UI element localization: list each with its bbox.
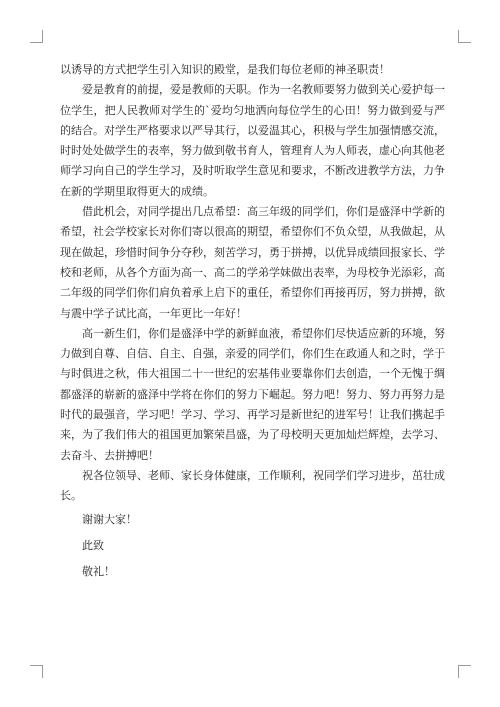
corner-mark-bottom-right: [458, 665, 471, 678]
closing-ci-zhi: 此致: [82, 538, 104, 552]
paragraph-hopes-freshmen: 高一新生们，你们是盛泽中学的新鲜血液，希望你们尽快适应新的环境，努力做到自尊、自信、自主、自强，亲爱的同学们，你们生在政通人和之时，学于与时俱进之秋，伟大祖国二十一世纪的宏基伟业要靠你们去创造，一个无愧于绸都盛泽的崭新的盛泽中学将在你们的努力下崛起。努力吧！努力、努力再努力是时代的最强音，学习吧！学习、学习、再学习是新世纪的进军号！让我们携起手来，为了我们伟大的祖国更加繁荣昌盛，为了母校明天更加灿烂辉煌，去学习、去奋斗、去拼搏吧！: [60, 326, 445, 462]
paragraph-hopes-senior: 借此机会，对同学提出几点希望：高三年级的同学们，你们是盛泽中学新的希望，社会学校家长对你们寄以很高的期望，希望你们不负众望，从我做起，从现在做起，珍惜时间争分夺秒，刻苦学习，勇于拼搏，以优异成绩回报家长、学校和老师，从各个方面为高一、高二的学弟学妹做出表率，为母校争光添彩，高二年级的同学们你们肩负着承上启下的重任，希望你们再接再厉，努力拼搏，欲与震中学子试比高，一年更比一年好！: [60, 205, 445, 320]
document-body: [60, 60, 445, 585]
paragraph-wishes: 祝各位领导、老师、家长身体健康，工作顺利，祝同学们学习进步，茁壮成长。: [60, 468, 445, 503]
corner-mark-bottom-left: [30, 665, 43, 678]
closing-thanks: 谢谢大家！: [82, 512, 137, 526]
corner-mark-top-left: [30, 30, 43, 43]
corner-mark-top-right: [458, 30, 471, 43]
closing-jing-li: 敬礼！: [82, 564, 115, 578]
paragraph-teacher-love: 爱是教育的前提，爱是教师的天职。作为一名教师要努力做到关心爱护每一位学生，把人民教师对学生的`爱均匀地洒向每位学生的心田！努力做到爱与严的结合。对学生严格要求以严导其行，以爱温其心，积极与学生加强情感交流，时时处处做学生的表率，努力做到敬书育人，管理育人为人师表，虚心向其他老师学习向自己的学生学习，及时听取学生意见和要求，不断改进教学方法，力争在新的学期里取得更大的成绩。: [60, 83, 445, 198]
paragraph-intro-continuation: 以诱导的方式把学生引入知识的殿堂，是我们每位老师的神圣职责！: [60, 63, 390, 76]
